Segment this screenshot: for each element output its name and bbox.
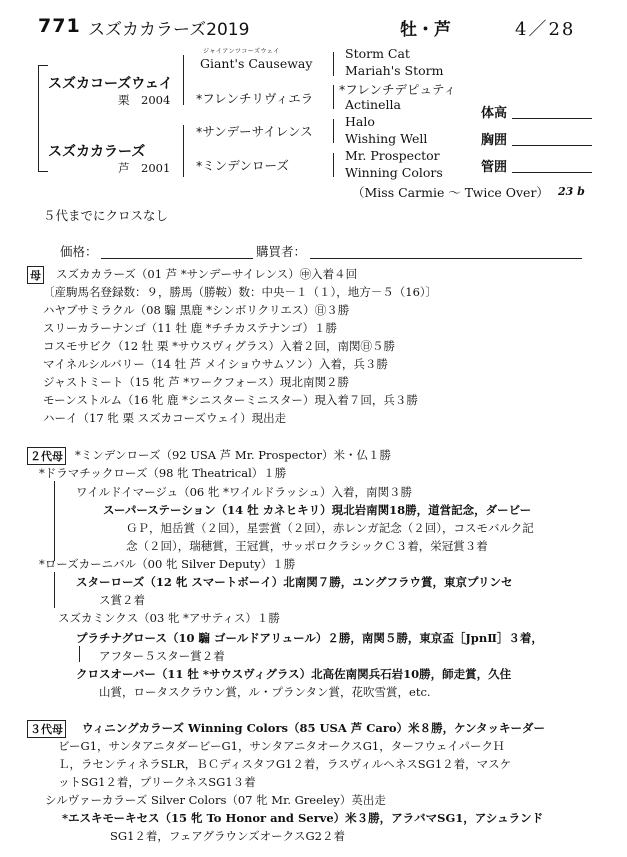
second-dam-line-8: スターローズ（12 牝 スマートボーイ）北南関７勝，ユングフラウ賞，東京プリンセ [76,575,513,589]
section-tag-third-dam: ３代母 [27,720,66,738]
price-blank[interactable] [101,258,253,259]
third-dam-line-6: *エスキモーキセス（15 牝 To Honor and Serve）米３勝，アラバマSG1，アシュランド [62,811,544,825]
price-label: 価格： [60,244,98,259]
girth-label: 胸囲 [481,133,508,148]
grandparent-4: *ミンデンローズ [196,158,289,173]
second-dam-line-6: 念（２回），瑞穂賞，王冠賞，サッポロクラシックＣ３着，栄冠賞３着 [126,539,488,553]
second-dam-line-4: スーパーステーション（14 牡 カネヒキリ）現北岩南関18勝，道営記念，ダービー [103,503,532,517]
second-dam-line-5: ＧＰ，旭岳賞（２回），星雲賞（２回），赤レンガ記念（２回），コスモバルク記 [126,521,534,535]
cannon-label: 管囲 [481,160,508,175]
third-dam-line-2: ビーG1，サンタアニタダービーG1，サンタアニタオークスG1，ターフウェイパークＨ [58,739,505,753]
second-dam-line-13: クロスオーバー（11 牡 *サウスヴィグラス）北高佐南関兵石岩10勝，師走賞，久住 [76,667,512,681]
third-dam-line-7: SG1２着，フェアグラウンズオークスG2２着 [110,829,346,843]
grandparent-1: Giant's Causeway [200,56,313,71]
dam-line-5: コスモサビク（12 牡 栗 *サウスヴィグラス）入着２回，南関㊐５勝 [43,339,395,353]
dam-line-1: スズカカラーズ（01 芦 *サンデーサイレンス）㊥入着４回 [56,267,358,281]
great-grandparent-2: Mariah's Storm [345,63,444,78]
dam-line-2: 〔産駒馬名登録数：９，勝馬（勝鞍）数：中央－１（１），地方－５（16）〕 [43,285,438,299]
girth-blank[interactable] [512,145,592,146]
third-dam-line-1: ウィニングカラーズ Winning Colors（85 USA 芦 Caro）米８勝，ケンタッキーダー [82,721,546,735]
dam-name: スズカカラーズ [48,144,146,160]
family-note: （Miss Carmie ～ Twice Over） [352,185,549,200]
dam-line-6: マイネルシルバリー（14 牡 芦 メイショウサムソン）入着，兵３勝 [43,357,388,371]
section-tag-second-dam: ２代母 [27,447,66,465]
second-dam-line-2: *ドラマチックローズ（98 牝 Theatrical）１勝 [39,466,287,480]
cannon-blank[interactable] [512,172,592,173]
sire-name: スズカコーズウェイ [48,76,173,92]
third-dam-line-4: ットSG1２着，プリークネスSG1３着 [58,775,256,789]
sire-color-year: 栗 2004 [118,93,171,107]
second-dam-line-3: ワイルドイマージュ（06 牝 *ワイルドラッシュ）入着，南関３勝 [76,485,413,499]
second-dam-line-1: *ミンデンローズ（92 USA 芦 Mr. Prospector）米・仏１勝 [75,448,391,462]
great-grandparent-3: *フレンチデピュティ [339,82,456,97]
lot-number: 771 [38,15,81,37]
dam-line-8: モーンストルム（16 牝 鹿 *シニスターミニスター）現入着７回，兵３勝 [43,393,418,407]
dam-line-3: ハヤブサミラクル（08 騸 黒鹿 *シンボリクリエス）㊐３勝 [43,303,350,317]
grandsire-ruby: ジャイアンツコーズウェイ [203,48,280,55]
height-blank[interactable] [512,118,592,119]
great-grandparent-5: Halo [345,114,375,129]
third-dam-line-5: シルヴァーカラーズ Silver Colors（07 牝 Mr. Greeley）英出走 [45,793,386,807]
dam-line-4: スリーカラーナンゴ（11 牡 鹿 *チチカステナンゴ）１勝 [43,321,338,335]
second-dam-line-10: スズカミンクス（03 牝 *アサティス）１勝 [58,611,280,625]
dam-color-year: 芦 2001 [118,161,171,175]
grandparent-3: *サンデーサイレンス [196,124,313,139]
great-grandparent-6: Wishing Well [345,131,428,146]
second-dam-line-7: *ローズカーニバル（00 牝 Silver Deputy）１勝 [39,557,296,571]
section-tag-dam: 母 [27,266,44,284]
buyer-label: 購買者： [256,244,307,259]
buyer-blank[interactable] [310,258,582,259]
height-label: 体高 [481,106,508,121]
inbreeding-note: ５代までにクロスなし [43,208,169,223]
grandparent-2: *フレンチリヴィエラ [196,91,314,106]
second-dam-line-14: 山賞，ロータスクラウン賞，ル・プランタン賞，花吹雪賞，etc. [99,685,431,699]
great-grandparent-8: Winning Colors [345,165,443,180]
second-dam-line-9: ス賞２着 [99,593,145,607]
sex-color: 牡・芦 [400,20,451,40]
great-grandparent-4: Actinella [345,97,401,112]
dam-line-7: ジャストミート（15 牝 芦 *ワークフォース）現北南関２勝 [43,375,349,389]
dam-line-9: ハーイ（17 牝 栗 スズカコーズウェイ）現出走 [43,411,287,425]
sale-date: 4／28 [515,19,576,40]
second-dam-line-11: プラチナグロース（10 騸 ゴールドアリュール）２勝，南関５勝，東京盃［JpnⅡ］３着， [76,631,543,645]
great-grandparent-7: Mr. Prospector [345,148,440,163]
third-dam-line-3: Ｌ，ラセンティネラSLR，ＢＣディスタフG1２着，ラスヴィルヘネスSG1２着，マスケ [58,757,512,771]
second-dam-line-12: アフター５スター賞２着 [99,649,225,663]
horse-title: スズカカラーズ2019 [88,20,250,40]
great-grandparent-1: Storm Cat [345,46,410,61]
family-number: 23 b [558,185,585,198]
